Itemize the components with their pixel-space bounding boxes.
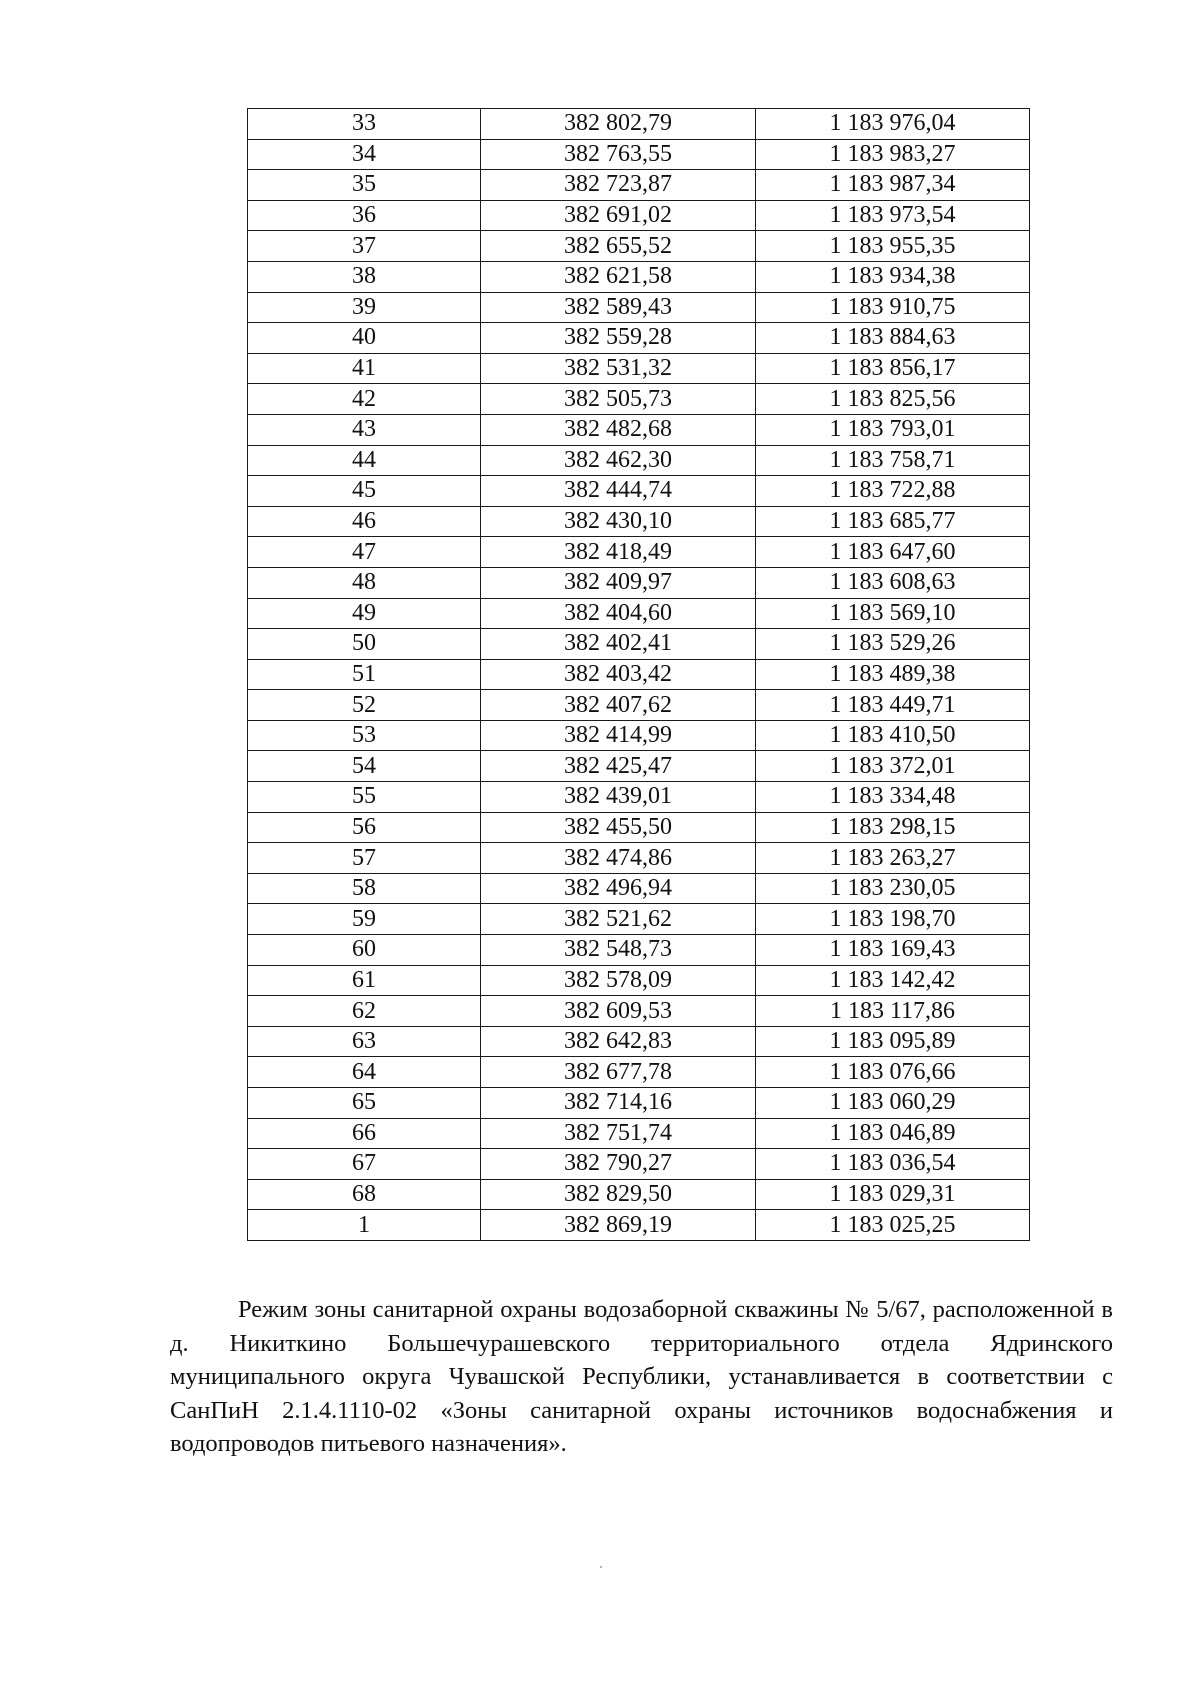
y-coordinate-cell: 1 183 036,54 [756, 1149, 1030, 1180]
table-row [248, 445, 1030, 476]
sanitary-zone-paragraph: Режим зоны санитарной охраны водозаборной скважины № 5/67, расположенной в д. Никиткино Большечурашевского территориального отдела Ядринского муниципального округа Чувашской Республики, устанавливается в соответствии с СанПиН 2.1.4.1110-02 «Зоны санитарной охраны источников водоснабжения и водопроводов питьевого назначения». [170, 1296, 1113, 1458]
table-row [248, 935, 1030, 966]
table-row [248, 843, 1030, 874]
point-number-cell: 34 [248, 139, 481, 170]
y-coordinate-cell: 1 183 722,88 [756, 476, 1030, 507]
table-row [248, 1179, 1030, 1210]
x-coordinate-cell: 382 474,86 [481, 843, 756, 874]
x-coordinate-cell: 382 559,28 [481, 323, 756, 354]
y-coordinate-cell: 1 183 410,50 [756, 720, 1030, 751]
y-coordinate-cell: 1 183 029,31 [756, 1179, 1030, 1210]
table-row [248, 567, 1030, 598]
coordinates-table [247, 108, 1030, 1241]
point-number-cell: 38 [248, 261, 481, 292]
y-coordinate-cell: 1 183 856,17 [756, 353, 1030, 384]
table-row [248, 904, 1030, 935]
table-row [248, 996, 1030, 1027]
y-coordinate-cell: 1 183 060,29 [756, 1088, 1030, 1119]
point-number-cell: 39 [248, 292, 481, 323]
point-number-cell: 68 [248, 1179, 481, 1210]
x-coordinate-cell: 382 462,30 [481, 445, 756, 476]
table-row [248, 629, 1030, 660]
x-coordinate-cell: 382 578,09 [481, 965, 756, 996]
point-number-cell: 52 [248, 690, 481, 721]
table-row [248, 1057, 1030, 1088]
x-coordinate-cell: 382 714,16 [481, 1088, 756, 1119]
x-coordinate-cell: 382 763,55 [481, 139, 756, 170]
x-coordinate-cell: 382 621,58 [481, 261, 756, 292]
y-coordinate-cell: 1 183 198,70 [756, 904, 1030, 935]
x-coordinate-cell: 382 409,97 [481, 567, 756, 598]
y-coordinate-cell: 1 183 983,27 [756, 139, 1030, 170]
point-number-cell: 49 [248, 598, 481, 629]
x-coordinate-cell: 382 589,43 [481, 292, 756, 323]
x-coordinate-cell: 382 444,74 [481, 476, 756, 507]
y-coordinate-cell: 1 183 334,48 [756, 782, 1030, 813]
y-coordinate-cell: 1 183 758,71 [756, 445, 1030, 476]
table-row [248, 782, 1030, 813]
y-coordinate-cell: 1 183 095,89 [756, 1026, 1030, 1057]
table-row [248, 1118, 1030, 1149]
table-row [248, 690, 1030, 721]
table-row [248, 598, 1030, 629]
y-coordinate-cell: 1 183 569,10 [756, 598, 1030, 629]
y-coordinate-cell: 1 183 973,54 [756, 200, 1030, 231]
x-coordinate-cell: 382 751,74 [481, 1118, 756, 1149]
point-number-cell: 41 [248, 353, 481, 384]
table-row [248, 353, 1030, 384]
y-coordinate-cell: 1 183 529,26 [756, 629, 1030, 660]
table-row [248, 506, 1030, 537]
y-coordinate-cell: 1 183 685,77 [756, 506, 1030, 537]
x-coordinate-cell: 382 642,83 [481, 1026, 756, 1057]
table-row [248, 476, 1030, 507]
scan-speck [600, 1566, 602, 1568]
point-number-cell: 35 [248, 170, 481, 201]
x-coordinate-cell: 382 496,94 [481, 873, 756, 904]
x-coordinate-cell: 382 790,27 [481, 1149, 756, 1180]
point-number-cell: 43 [248, 414, 481, 445]
table-row [248, 323, 1030, 354]
table-row [248, 720, 1030, 751]
table-row [248, 414, 1030, 445]
y-coordinate-cell: 1 183 825,56 [756, 384, 1030, 415]
table-row [248, 231, 1030, 262]
y-coordinate-cell: 1 183 793,01 [756, 414, 1030, 445]
point-number-cell: 36 [248, 200, 481, 231]
table-row [248, 537, 1030, 568]
table-row [248, 170, 1030, 201]
point-number-cell: 66 [248, 1118, 481, 1149]
x-coordinate-cell: 382 505,73 [481, 384, 756, 415]
y-coordinate-cell: 1 183 117,86 [756, 996, 1030, 1027]
y-coordinate-cell: 1 183 230,05 [756, 873, 1030, 904]
y-coordinate-cell: 1 183 046,89 [756, 1118, 1030, 1149]
x-coordinate-cell: 382 609,53 [481, 996, 756, 1027]
point-number-cell: 65 [248, 1088, 481, 1119]
x-coordinate-cell: 382 691,02 [481, 200, 756, 231]
point-number-cell: 54 [248, 751, 481, 782]
y-coordinate-cell: 1 183 142,42 [756, 965, 1030, 996]
y-coordinate-cell: 1 183 976,04 [756, 109, 1030, 140]
table-row [248, 1088, 1030, 1119]
point-number-cell: 67 [248, 1149, 481, 1180]
point-number-cell: 62 [248, 996, 481, 1027]
y-coordinate-cell: 1 183 608,63 [756, 567, 1030, 598]
point-number-cell: 42 [248, 384, 481, 415]
x-coordinate-cell: 382 531,32 [481, 353, 756, 384]
x-coordinate-cell: 382 482,68 [481, 414, 756, 445]
point-number-cell: 53 [248, 720, 481, 751]
y-coordinate-cell: 1 183 910,75 [756, 292, 1030, 323]
table-row [248, 965, 1030, 996]
y-coordinate-cell: 1 183 076,66 [756, 1057, 1030, 1088]
x-coordinate-cell: 382 829,50 [481, 1179, 756, 1210]
table-row [248, 200, 1030, 231]
x-coordinate-cell: 382 407,62 [481, 690, 756, 721]
point-number-cell: 63 [248, 1026, 481, 1057]
point-number-cell: 48 [248, 567, 481, 598]
table-row [248, 812, 1030, 843]
x-coordinate-cell: 382 802,79 [481, 109, 756, 140]
point-number-cell: 40 [248, 323, 481, 354]
y-coordinate-cell: 1 183 025,25 [756, 1210, 1030, 1241]
y-coordinate-cell: 1 183 489,38 [756, 659, 1030, 690]
y-coordinate-cell: 1 183 647,60 [756, 537, 1030, 568]
table-row [248, 659, 1030, 690]
point-number-cell: 33 [248, 109, 481, 140]
x-coordinate-cell: 382 723,87 [481, 170, 756, 201]
x-coordinate-cell: 382 402,41 [481, 629, 756, 660]
table-row [248, 261, 1030, 292]
coordinates-table-body [248, 109, 1030, 1241]
point-number-cell: 47 [248, 537, 481, 568]
y-coordinate-cell: 1 183 934,38 [756, 261, 1030, 292]
x-coordinate-cell: 382 414,99 [481, 720, 756, 751]
x-coordinate-cell: 382 418,49 [481, 537, 756, 568]
point-number-cell: 58 [248, 873, 481, 904]
table-row [248, 1026, 1030, 1057]
point-number-cell: 37 [248, 231, 481, 262]
x-coordinate-cell: 382 455,50 [481, 812, 756, 843]
y-coordinate-cell: 1 183 169,43 [756, 935, 1030, 966]
table-row [248, 384, 1030, 415]
x-coordinate-cell: 382 403,42 [481, 659, 756, 690]
x-coordinate-cell: 382 439,01 [481, 782, 756, 813]
x-coordinate-cell: 382 404,60 [481, 598, 756, 629]
table-row [248, 109, 1030, 140]
y-coordinate-cell: 1 183 372,01 [756, 751, 1030, 782]
x-coordinate-cell: 382 869,19 [481, 1210, 756, 1241]
point-number-cell: 1 [248, 1210, 481, 1241]
y-coordinate-cell: 1 183 884,63 [756, 323, 1030, 354]
table-row [248, 139, 1030, 170]
table-row [248, 292, 1030, 323]
y-coordinate-cell: 1 183 955,35 [756, 231, 1030, 262]
point-number-cell: 51 [248, 659, 481, 690]
x-coordinate-cell: 382 655,52 [481, 231, 756, 262]
point-number-cell: 56 [248, 812, 481, 843]
table-row [248, 751, 1030, 782]
point-number-cell: 59 [248, 904, 481, 935]
table-row [248, 873, 1030, 904]
point-number-cell: 55 [248, 782, 481, 813]
y-coordinate-cell: 1 183 449,71 [756, 690, 1030, 721]
point-number-cell: 50 [248, 629, 481, 660]
point-number-cell: 60 [248, 935, 481, 966]
x-coordinate-cell: 382 430,10 [481, 506, 756, 537]
table-row [248, 1210, 1030, 1241]
point-number-cell: 44 [248, 445, 481, 476]
point-number-cell: 64 [248, 1057, 481, 1088]
y-coordinate-cell: 1 183 987,34 [756, 170, 1030, 201]
x-coordinate-cell: 382 548,73 [481, 935, 756, 966]
x-coordinate-cell: 382 425,47 [481, 751, 756, 782]
point-number-cell: 46 [248, 506, 481, 537]
x-coordinate-cell: 382 521,62 [481, 904, 756, 935]
y-coordinate-cell: 1 183 298,15 [756, 812, 1030, 843]
table-row [248, 1149, 1030, 1180]
point-number-cell: 57 [248, 843, 481, 874]
y-coordinate-cell: 1 183 263,27 [756, 843, 1030, 874]
x-coordinate-cell: 382 677,78 [481, 1057, 756, 1088]
point-number-cell: 61 [248, 965, 481, 996]
point-number-cell: 45 [248, 476, 481, 507]
